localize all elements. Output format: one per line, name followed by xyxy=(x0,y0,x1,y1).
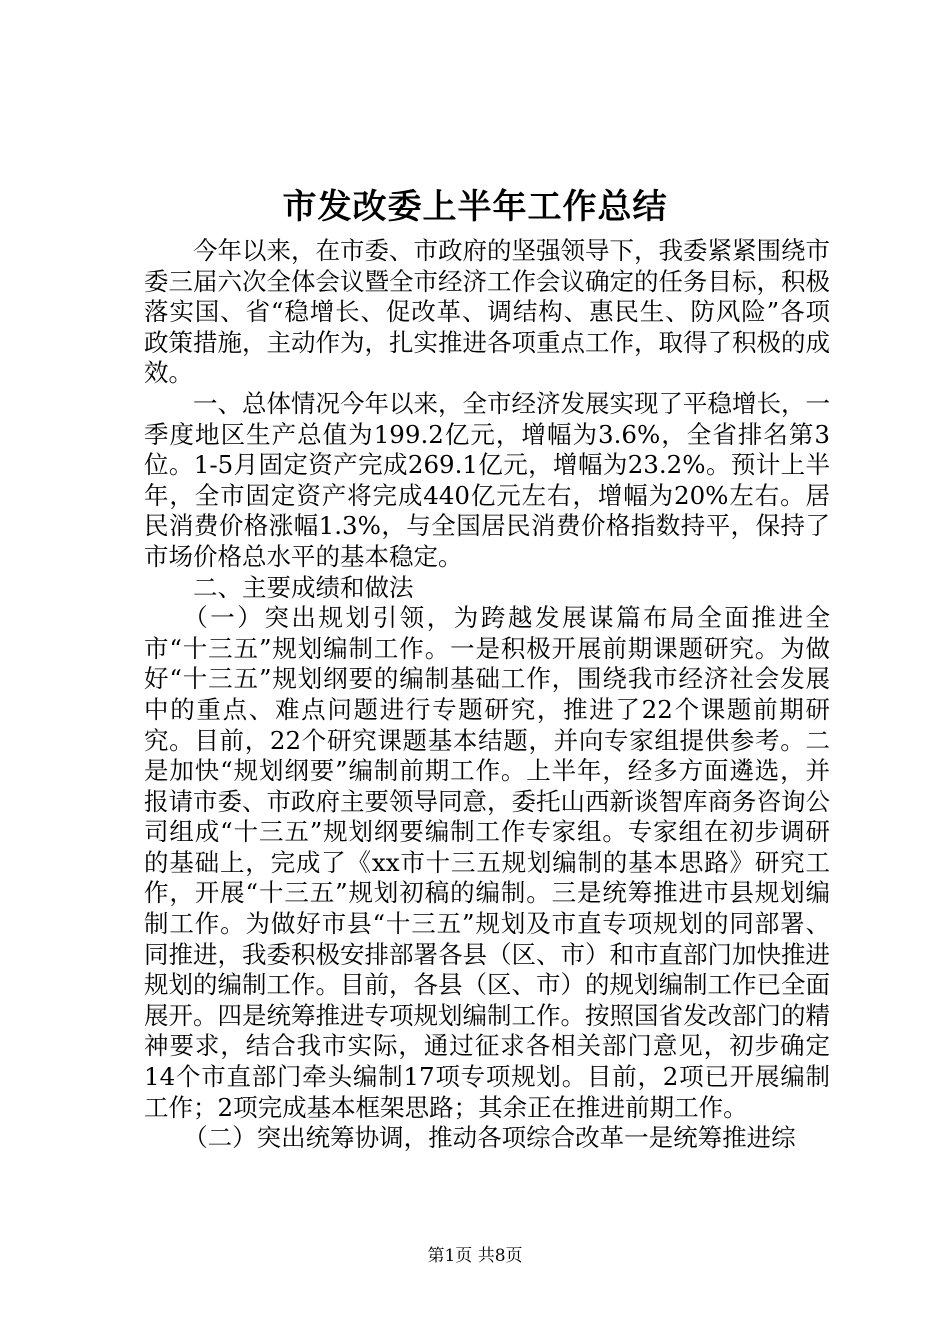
page-number: 第1页 共8页 xyxy=(427,1246,523,1266)
paragraph-overview: 一、总体情况今年以来，全市经济发展实现了平稳增长，一季度地区生产总值为199.2亿元，增幅为3.6%，全省排名第3位。1-5月固定资产完成269.1亿元，增幅为23.2%。预计上半年，全市固定资产将完成440亿元左右，增幅为20%左右。居民消费价格涨幅1.3%，与全国居民消费价格指数持平，保持了市场价格总水平的基本稳定。 xyxy=(144,388,830,571)
paragraph-coordination: （二）突出统筹协调，推动各项综合改革一是统筹推进综 xyxy=(183,1123,796,1153)
paragraph-intro: 今年以来，在市委、市政府的坚强领导下，我委紧紧围绕市委三届六次全体会议暨全市经济工作会议确定的任务目标，积极落实国、省“稳增长、促改革、调结构、惠民生、防风险”各项政策措施，主动作为，扎实推进各项重点工作，取得了积极的成效。 xyxy=(144,236,830,388)
heading-achievements: 二、主要成绩和做法 xyxy=(193,572,414,602)
document-body xyxy=(144,236,830,1154)
paragraph-planning: （一）突出规划引领，为跨越发展谋篇布局全面推进全市“十三五”规划编制工作。一是积极开展前期课题研究。为做好“十三五”规划纲要的编制基础工作，围绕我市经济社会发展中的重点、难点问题进行专题研究，推进了22个课题前期研究。目前，22个研究课题基本结题，并向专家组提供参考。二是加快“规划纲要”编制前期工作。上半年，经多方面遴选，并报请市委、市政府主要领导同意，委托山西新谈智库商务咨询公司组成“十三五”规划纲要编制工作专家组。专家组在初步调研的基础上，完成了《xx市十三五规划编制的基本思路》研究工作，开展“十三五”规划初稿的编制。三是统筹推进市县规划编制工作。为做好市县“十三五”规划及市直专项规划的同部署、同推进，我委积极安排部署各县（区、市）和市直部门加快推进规划的编制工作。目前，各县（区、市）的规划编制工作已全面展开。四是统筹推进专项规划编制工作。按照国省发改部门的精神要求，结合我市实际，通过征求各相关部门意见，初步确定14个市直部门牵头编制17项专项规划。目前，2项已开展编制工作；2项完成基本框架思路；其余正在推进前期工作。 xyxy=(144,603,830,1122)
document-title: 市发改委上半年工作总结 xyxy=(282,187,668,227)
